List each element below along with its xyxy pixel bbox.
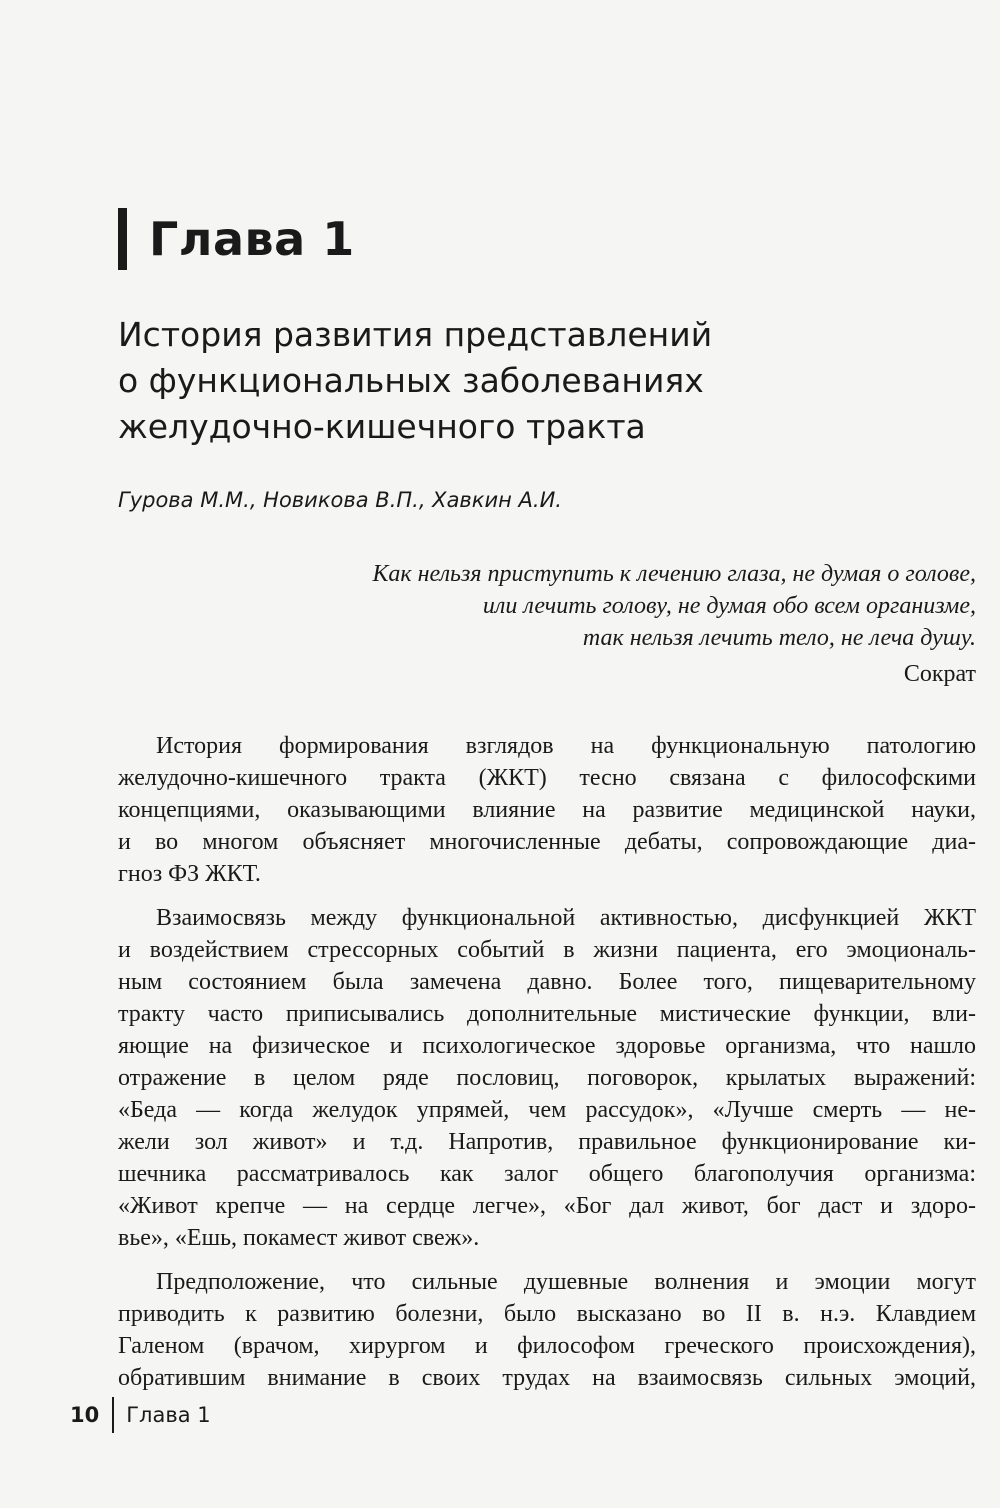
- chapter-title-line: желудочно-кишечного тракта: [118, 407, 646, 446]
- text-line: ным состоянием была замечена давно. Более того, пищеварительному: [118, 969, 976, 995]
- page-number: 10: [70, 1403, 100, 1427]
- text-line: «Живот крепче — на сердце легче», «Бог дал живот, бог даст и здоро-: [118, 1193, 976, 1219]
- paragraph: [118, 902, 976, 1254]
- chapter-heading: [118, 205, 355, 273]
- chapter-title-line: о функциональных заболеваниях: [118, 361, 704, 400]
- page-footer: [70, 1395, 211, 1435]
- chapter-title-line: История развития представлений: [118, 315, 713, 354]
- epigraph: [216, 558, 976, 690]
- epigraph-line: Как нельзя приступить к лечению глаза, не думая о голове,: [372, 561, 976, 587]
- paragraph: [118, 730, 976, 890]
- text-line: вье», «Ешь, покамест живот свеж».: [118, 1225, 480, 1251]
- text-line: концепциями, оказывающими влияние на развитие медицинской науки,: [118, 797, 976, 823]
- text-line: отражение в целом ряде пословиц, поговорок, крылатых выражений:: [118, 1065, 976, 1091]
- text-line: приводить к развитию болезни, было высказано во II в. н.э. Клавдием: [118, 1301, 976, 1327]
- paragraph: [118, 1266, 976, 1394]
- chapter-marker-bar: [118, 208, 127, 270]
- epigraph-line: так нельзя лечить тело, не леча душу.: [582, 625, 976, 651]
- running-title: Глава 1: [126, 1403, 211, 1427]
- text-line: Галеном (врачом, хирургом и философом греческого происхождения),: [118, 1333, 976, 1359]
- text-line: Предположение, что сильные душевные волнения и эмоции могут: [156, 1269, 976, 1295]
- text-line: обратившим внимание в своих трудах на взаимосвязь сильных эмоций,: [118, 1365, 976, 1391]
- body-text: [118, 730, 976, 1406]
- text-line: гноз ФЗ ЖКТ.: [118, 861, 261, 887]
- text-line: жели зол живот» и т.д. Напротив, правильное функционирование ки-: [118, 1129, 976, 1155]
- text-line: желудочно-кишечного тракта (ЖКТ) тесно связана с философскими: [118, 765, 976, 791]
- text-line: и воздействием стрессорных событий в жизни пациента, его эмоциональ-: [118, 937, 976, 963]
- text-line: История формирования взглядов на функциональную патологию: [156, 733, 976, 759]
- text-line: тракту часто приписывались дополнительные мистические функции, вли-: [118, 1001, 976, 1027]
- text-line: шечника рассматривалось как залог общего благополучия организма:: [118, 1161, 976, 1187]
- chapter-authors: Гурова М.М., Новикова В.П., Хавкин А.И.: [118, 488, 562, 512]
- text-line: и во многом объясняет многочисленные дебаты, сопровождающие диа-: [118, 829, 976, 855]
- text-line: яющие на физическое и психологическое здоровье организма, что нашло: [118, 1033, 976, 1059]
- epigraph-line: или лечить голову, не думая обо всем организме,: [482, 593, 976, 619]
- chapter-title: [118, 312, 978, 450]
- chapter-label: Глава 1: [149, 212, 355, 266]
- footer-divider: [112, 1397, 114, 1433]
- epigraph-author: Сократ: [903, 661, 976, 687]
- text-line: «Беда — когда желудок упрямей, чем рассудок», «Лучше смерть — не-: [118, 1097, 976, 1123]
- text-line: Взаимосвязь между функциональной активностью, дисфункцией ЖКТ: [156, 905, 976, 931]
